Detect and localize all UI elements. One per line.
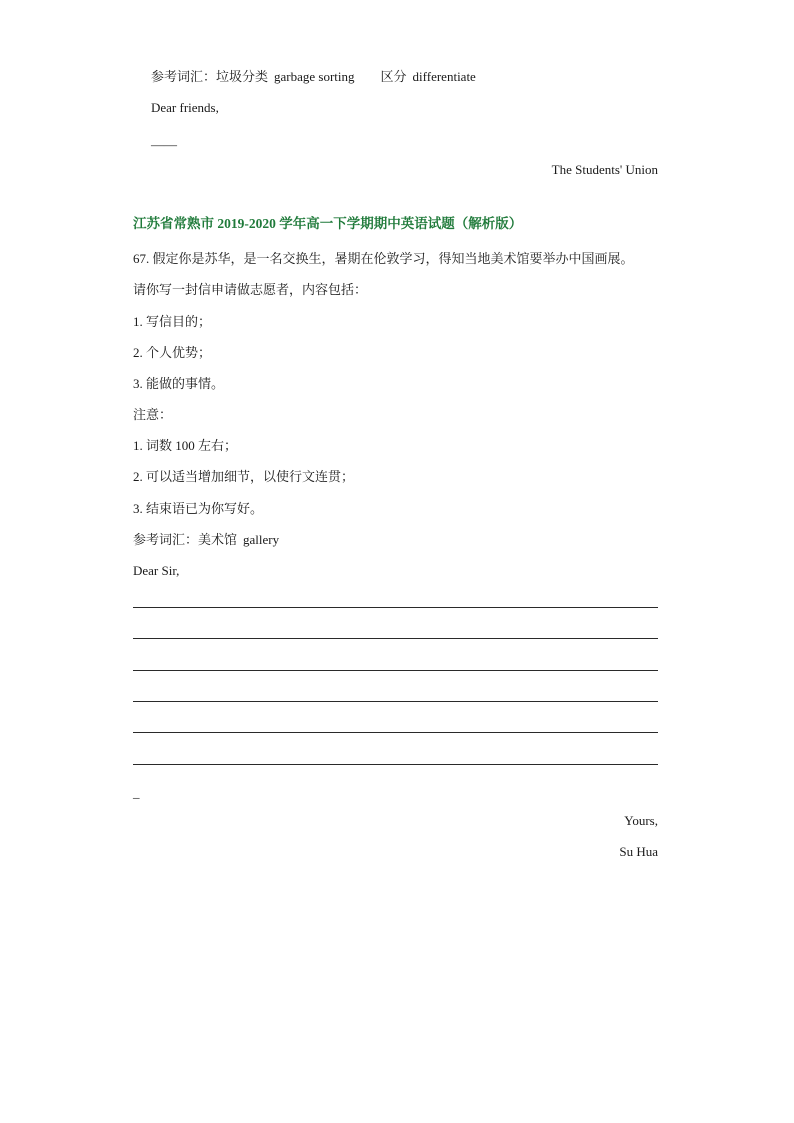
salutation-dear-sir: Dear Sir, <box>133 563 180 578</box>
closing-yours: Yours, <box>624 813 658 828</box>
writing-blank-dash: —— <box>151 137 177 152</box>
content-item: 1. 写信目的； <box>133 314 212 329</box>
writing-line[interactable] <box>133 764 658 765</box>
vocab-term-gallery: gallery <box>243 532 280 547</box>
prompt-line-2: 请你写一封信申请做志愿者，内容包括： <box>133 282 368 297</box>
writing-line[interactable] <box>133 670 658 671</box>
salutation-dear-friends: Dear friends, <box>151 100 219 115</box>
writing-line[interactable] <box>133 638 658 639</box>
note-item: 1. 词数 100 左右； <box>133 438 238 453</box>
notes-label: 注意： <box>133 407 173 422</box>
vocab-term-differentiate-en: differentiate <box>412 69 476 84</box>
writing-blank-underscore: _ <box>133 785 140 800</box>
prompt-line-1: 67. 假定你是苏华，是一名交换生，暑期在伦敦学习，得知当地美术馆要举办中国画展。 <box>133 251 634 266</box>
writing-line[interactable] <box>133 607 658 608</box>
exam-title-heading: 江苏省常熟市 2019-2020 学年高一下学期期中英语试题（解析版） <box>133 216 523 231</box>
vocab-label: 参考词汇：垃圾分类 <box>151 69 269 84</box>
content-item: 2. 个人优势； <box>133 345 212 360</box>
note-item: 3. 结束语已为你写好。 <box>133 501 264 516</box>
vocab-term-garbage-sorting: garbage sorting <box>274 69 355 84</box>
signature-su-hua: Su Hua <box>619 844 658 859</box>
writing-line[interactable] <box>133 732 658 733</box>
content-item: 3. 能做的事情。 <box>133 376 225 391</box>
writing-line[interactable] <box>133 701 658 702</box>
note-item: 2. 可以适当增加细节，以使行文连贯； <box>133 469 355 484</box>
vocabulary-hint-2 <box>133 532 279 548</box>
signature-students-union: The Students' Union <box>551 162 658 177</box>
vocabulary-hint-1 <box>151 69 476 85</box>
vocab-label: 参考词汇：美术馆 <box>133 532 238 547</box>
vocab-term-differentiate-cn: 区分 <box>380 69 407 84</box>
